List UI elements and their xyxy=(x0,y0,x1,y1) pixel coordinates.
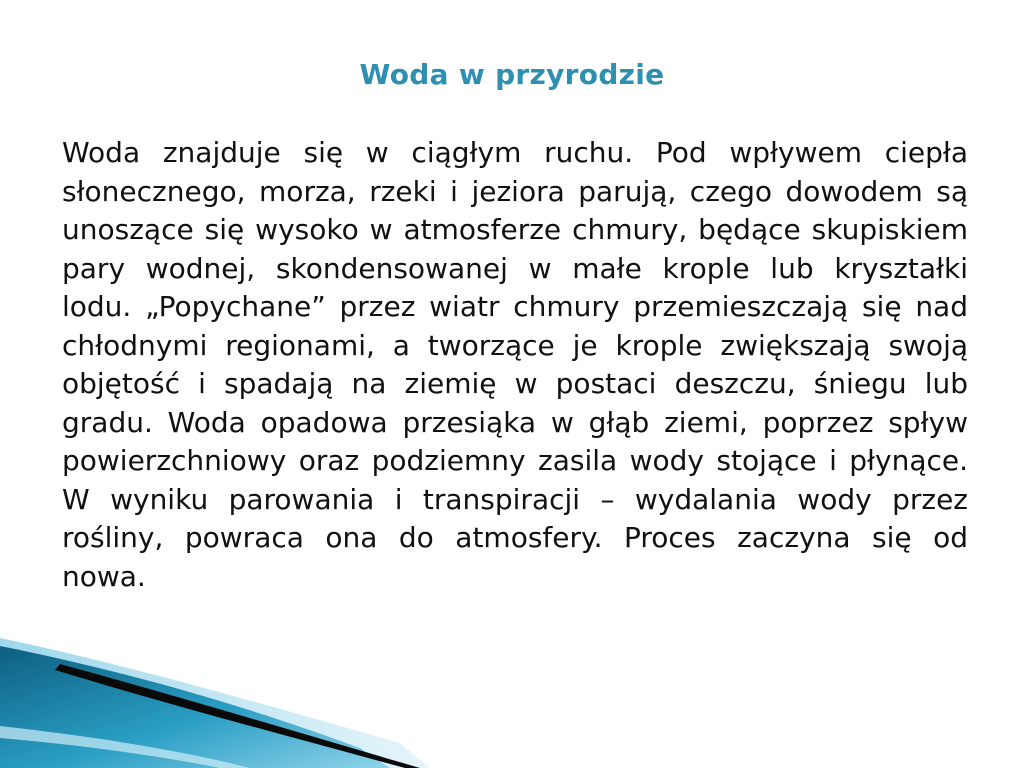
decor-blue-wedge xyxy=(0,646,390,768)
slide-body-text: Woda znajduje się w ciągłym ruchu. Pod wpływem ciepła słonecznego, morza, rzeki i jeziora parują, czego dowodem są unoszące się wysoko w atmosferze chmury, będące skupiskiem pary wodnej, skondensowanej w małe krople lub kryształki lodu. „Popychane” przez wiatr chmury przemieszczają się nad chłodnymi regionami, a tworzące je krople zwiększają swoją objętość i spadają na ziemię w postaci deszczu, śniegu lub gradu. Woda opadowa przesiąka w głąb ziemi, poprzez spływ powierzchniowy oraz podziemny zasila wody stojące i płynące. W wyniku parowania i transpiracji – wydalania wody przez rośliny, powraca ona do atmosfery. Proces zaczyna się od nowa. xyxy=(62,136,968,593)
decor-black-stripe xyxy=(55,664,420,768)
slide-title: Woda w przyrodzie xyxy=(359,58,665,91)
decor-highlight xyxy=(0,726,250,768)
decor-light-band xyxy=(0,638,430,768)
decorative-corner-swoosh xyxy=(0,608,1024,768)
